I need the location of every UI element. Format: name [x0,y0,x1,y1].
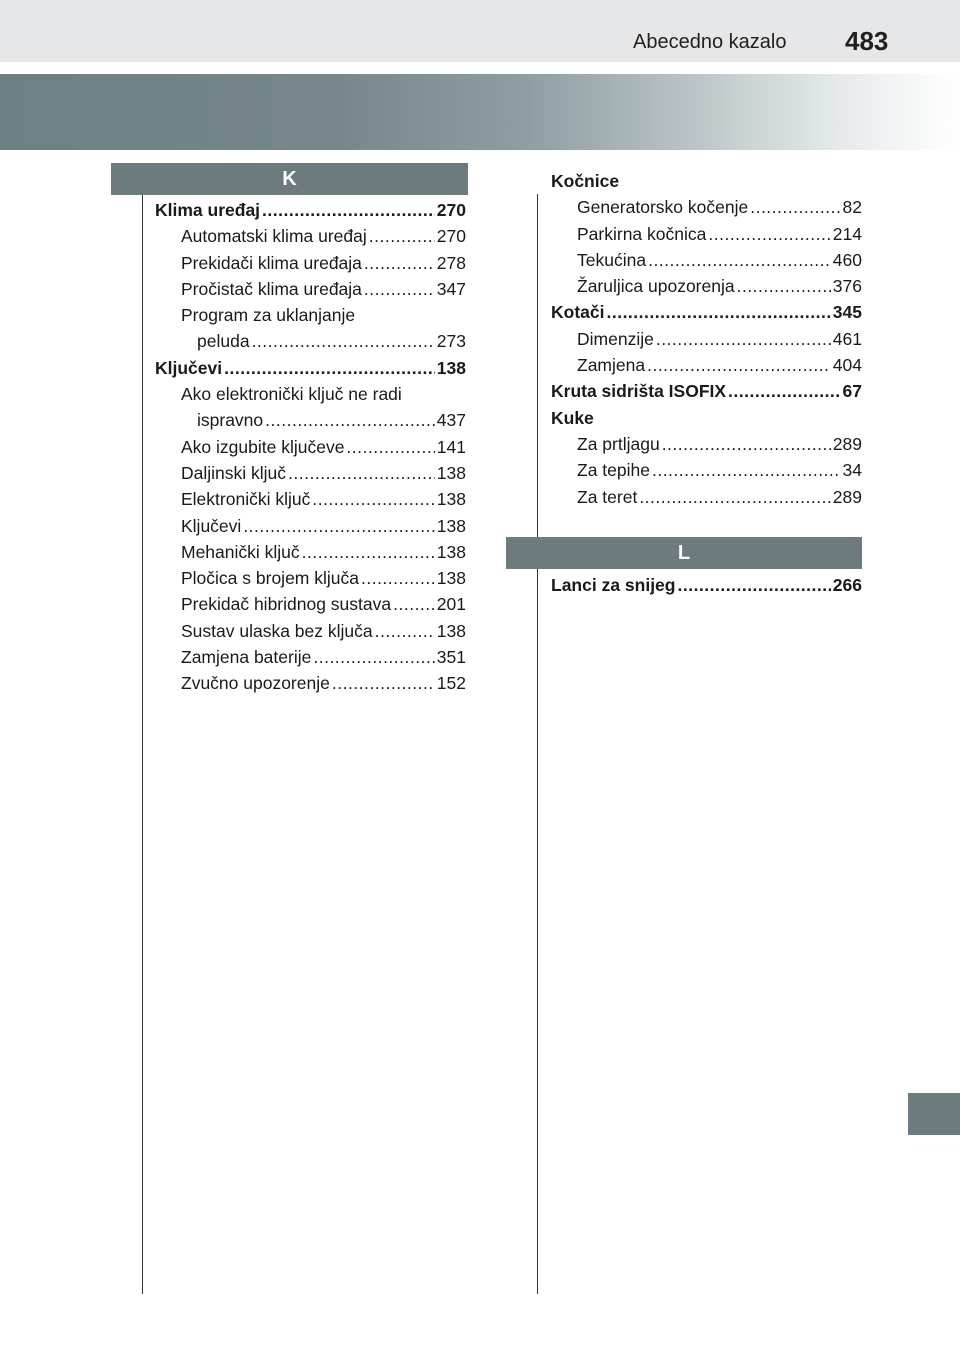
index-subentry: Ako izgubite ključeve ..... 141 [155,434,466,460]
index-column-right-l [551,572,862,598]
header-title: Abecedno kazalo [633,31,787,53]
index-subentry: Parkirna kočnica ..... 214 [551,221,862,247]
index-subentry: Žaruljica upozorenja ..... 376 [551,273,862,299]
index-subentry: Dimenzije ..... 461 [551,326,862,352]
index-subentry: Ključevi ..... 138 [155,513,466,539]
index-subentry: Za tepihe ..... 34 [551,457,862,483]
index-subentry-continuation: ispravno ..... 437 [155,407,466,433]
index-entry: Kotači ..... 345 [551,299,862,325]
decorative-banner [0,74,960,150]
index-entry: Lanci za snijeg ..... 266 [551,572,862,598]
index-entry: Klima uređaj ..... 270 [155,197,466,223]
page-number: 483 [845,26,889,56]
index-subentry: Zamjena baterije ..... 351 [155,644,466,670]
chapter-tab [908,1093,960,1135]
index-subentry: Mehanički ključ ..... 138 [155,539,466,565]
index-subentry: Zamjena ..... 404 [551,352,862,378]
index-entry: Kuke [551,407,594,428]
index-subentry: Pročistač klima uređaja ..... 347 [155,276,466,302]
index-subentry: Daljinski ključ ..... 138 [155,460,466,486]
index-subentry: Prekidač hibridnog sustava ..... 201 [155,591,466,617]
section-heading-k: K [111,163,468,195]
index-subentry: Elektronički ključ ..... 138 [155,486,466,512]
index-subentry: Pločica s brojem ključa ..... 138 [155,565,466,591]
index-subentry: Zvučno upozorenje ..... 152 [155,670,466,696]
index-subentry: Ako elektronički ključ ne radi [181,384,402,405]
index-subentry: Prekidači klima uređaja ..... 278 [155,250,466,276]
index-subentry: Tekućina ..... 460 [551,247,862,273]
index-subentry: Za prtljagu ..... 289 [551,431,862,457]
index-subentry-continuation: peluda ..... 273 [155,328,466,354]
index-entry: Kruta sidrišta ISOFIX ..... 67 [551,378,862,404]
index-column-right [551,168,862,510]
index-subentry: Program za uklanjanje [181,305,356,326]
index-column-left [155,197,466,697]
index-subentry: Sustav ulaska bez ključa ..... 138 [155,618,466,644]
column-divider-left [142,194,143,1294]
header-divider [0,62,960,66]
index-subentry: Generatorsko kočenje ..... 82 [551,194,862,220]
page-header [0,0,960,62]
index-entry: Kočnice [551,171,620,191]
section-heading-l: L [506,537,862,569]
index-entry: Ključevi ..... 138 [155,355,466,381]
column-divider-right [537,194,538,1294]
index-subentry: Za teret ..... 289 [551,484,862,510]
index-subentry: Automatski klima uređaj ..... 270 [155,223,466,249]
